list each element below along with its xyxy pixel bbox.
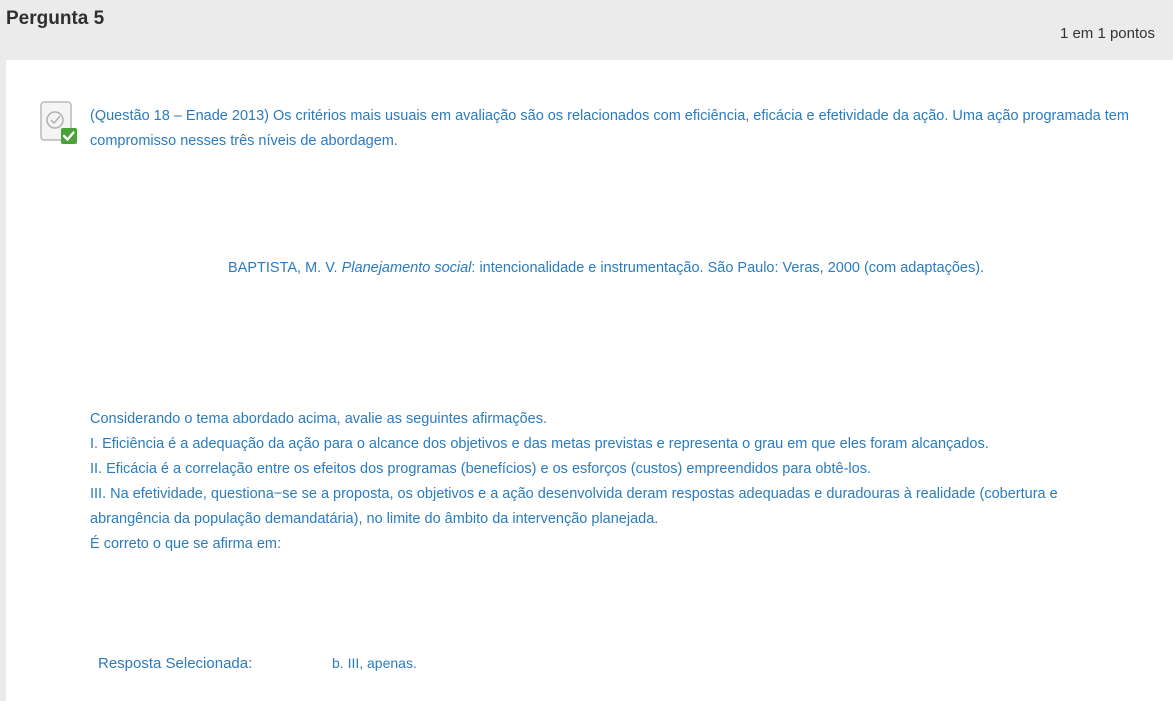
selected-answer-value: b. III, apenas. <box>332 655 417 671</box>
question-panel <box>6 60 1173 701</box>
statement-intro: Considerando o tema abordado acima, avalie as seguintes afirmações. <box>90 411 548 427</box>
question-header <box>0 0 1173 58</box>
statement-i: I. Eficiência é a adequação da ação para o alcance dos objetivos e das metas previstas e representa o grau em que eles foram alcançados. <box>90 436 989 452</box>
statement-iii: III. Na efetividade, questiona−se se a proposta, os objetivos e a ação desenvolvida deram respostas adequadas e duradouras à realidade (cobertura e abrangência da população demandatária), no limite do âmbito da intervenção planejada. <box>90 486 1058 527</box>
correct-answer-icon <box>40 101 78 147</box>
selected-answer-label: Resposta Selecionada: <box>98 655 253 672</box>
citation-work: Planejamento social <box>341 260 472 276</box>
question-prompt: (Questão 18 – Enade 2013) Os critérios mais usuais em avaliação são os relacionados com eficiência, eficácia e efetividade da ação. Uma ação programada tem compromisso nesses três níveis de abordagem. <box>90 108 1129 149</box>
question-score: 1 em 1 pontos <box>1059 25 1155 42</box>
citation-rest: : intencionalidade e instrumentação. São Paulo: Veras, 2000 (com adaptações). <box>471 260 985 276</box>
citation-author: BAPTISTA, M. V. <box>228 260 342 276</box>
statement-question: É correto o que se afirma em: <box>90 536 281 552</box>
statement-ii: II. Eficácia é a correlação entre os efeitos dos programas (benefícios) e os esforços (custos) empreendidos para obtê-los. <box>90 461 871 477</box>
question-statements <box>90 407 1130 557</box>
question-citation <box>228 256 984 281</box>
question-title: Pergunta 5 <box>6 8 105 29</box>
